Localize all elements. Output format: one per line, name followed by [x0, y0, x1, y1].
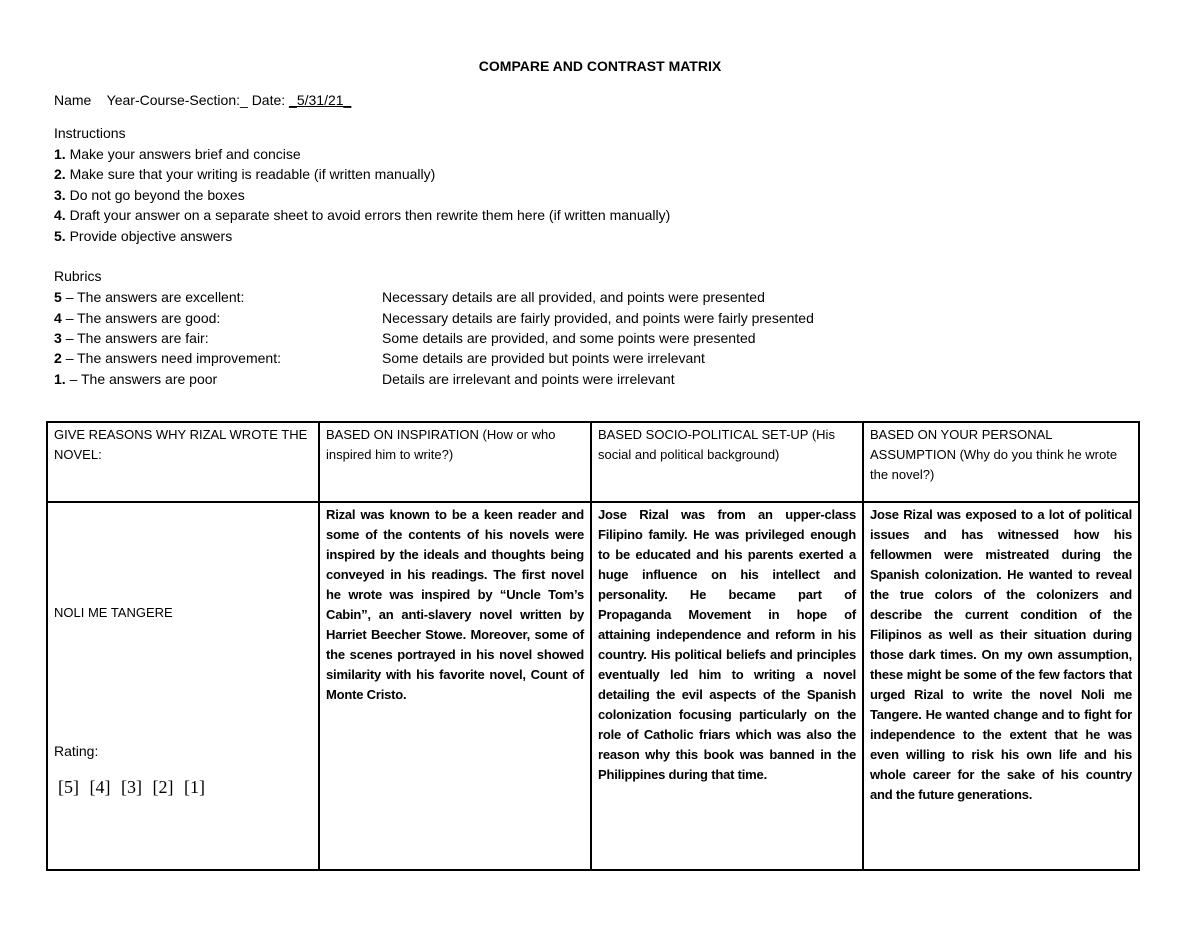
- instructions-heading: Instructions: [54, 125, 126, 141]
- instruction-item: [54, 144, 301, 164]
- rubric-item: [54, 369, 217, 389]
- rubric-label: – The answers are poor: [69, 371, 218, 387]
- header-personal-assumption: BASED ON YOUR PERSONAL ASSUMPTION (Why do you think he wrote the novel?): [863, 422, 1139, 502]
- answer-socio-political: Jose Rizal was from an upper-class Filipino family. He was privileged enough to be educated and his parents exerted a huge influence on his intellect and personality. He became part of Propaganda Movement in hope of attaining independence and reform in his country. His political beliefs and principles eventually led him to writing a novel detailing the evil aspects of the Spanish colonization focusing particularly on the role of Catholic friars which was also the reason why this book was banned in the Philippines during that time.: [591, 502, 863, 870]
- instruction-text: Make your answers brief and concise: [69, 146, 301, 162]
- rubric-label: – The answers are good:: [65, 310, 221, 326]
- rubric-score: 1.: [54, 371, 66, 387]
- rating-label: Rating:: [54, 743, 99, 759]
- document-title: COMPARE AND CONTRAST MATRIX: [478, 58, 722, 74]
- rubric-description: Necessary details are all provided, and points were presented: [382, 289, 765, 305]
- rubric-item: [54, 348, 281, 368]
- rubric-label: – The answers need improvement:: [65, 350, 281, 366]
- instruction-number: 4.: [54, 207, 66, 223]
- rubric-item: [54, 308, 220, 328]
- rubric-description: Some details are provided, and some points were presented: [382, 330, 756, 346]
- header-inspiration: BASED ON INSPIRATION (How or who inspired him to write?): [319, 422, 591, 502]
- compare-contrast-matrix: [46, 421, 1140, 871]
- instruction-item: [54, 164, 435, 184]
- matrix-header-row: [47, 422, 1139, 502]
- instruction-number: 2.: [54, 166, 66, 182]
- rubric-item: [54, 287, 244, 307]
- rubric-description: Some details are provided but points were irrelevant: [382, 350, 705, 366]
- novel-cell: [47, 502, 319, 870]
- rubric-score: 3: [54, 330, 62, 346]
- instruction-text: Make sure that your writing is readable (if written manually): [69, 166, 436, 182]
- instruction-number: 3.: [54, 187, 66, 203]
- answer-personal-assumption: Jose Rizal was exposed to a lot of political issues and has witnessed how his fellowmen were mistreated during the Spanish colonization. He wanted to reveal the true colors of the colonizers and describe the current condition of the Filipinos as well as their situation during those dark times. On my own assumption, these might be some of the few factors that urged Rizal to write the novel Noli me Tangere. He wanted change and to fight for independence to the extent that he was even willing to risk his own life and his whole career for the sake of his country and the future generations.: [863, 502, 1139, 870]
- rubric-score: 4: [54, 310, 62, 326]
- date-label: Date:: [251, 92, 286, 108]
- rubric-description: Necessary details are fairly provided, and points were fairly presented: [382, 310, 814, 326]
- date-value: _5/31/21_: [289, 92, 352, 108]
- rubric-label: – The answers are excellent:: [65, 289, 245, 305]
- year-course-section-label: Year-Course-Section:_: [106, 92, 248, 108]
- matrix-body-row: [47, 502, 1139, 870]
- name-label: Name: [54, 92, 92, 108]
- novel-title: NOLI ME TANGERE: [54, 605, 173, 620]
- rubrics-heading: Rubrics: [54, 268, 102, 284]
- instruction-item: [54, 185, 245, 205]
- instruction-text: Do not go beyond the boxes: [69, 187, 245, 203]
- rubric-item: [54, 328, 209, 348]
- answer-inspiration: Rizal was known to be a keen reader and some of the contents of his novels were inspired by the ideals and thoughts being conveyed in his readings. The first novel he wrote was inspired by “Uncle Tom’s Cabin”, an anti-slavery novel written by Harriet Beecher Stowe. Moreover, some of the scenes portrayed in his novel showed similarity with his favorite novel, Count of Monte Cristo.: [319, 502, 591, 870]
- instruction-number: 1.: [54, 146, 66, 162]
- instruction-number: 5.: [54, 228, 66, 244]
- rubric-score: 2: [54, 350, 62, 366]
- header-line: [54, 90, 351, 110]
- rubric-description: Details are irrelevant and points were irrelevant: [382, 371, 675, 387]
- instruction-item: [54, 205, 670, 225]
- rubric-label: – The answers are fair:: [65, 330, 209, 346]
- header-reasons: GIVE REASONS WHY RIZAL WROTE THE NOVEL:: [47, 422, 319, 502]
- header-socio-political: BASED SOCIO-POLITICAL SET-UP (His social and political background): [591, 422, 863, 502]
- rubric-score: 5: [54, 289, 62, 305]
- rating-options: [5] [4] [3] [2] [1]: [58, 777, 205, 797]
- instruction-text: Draft your answer on a separate sheet to avoid errors then rewrite them here (if written manually): [69, 207, 671, 223]
- instruction-item: [54, 226, 232, 246]
- instruction-text: Provide objective answers: [69, 228, 233, 244]
